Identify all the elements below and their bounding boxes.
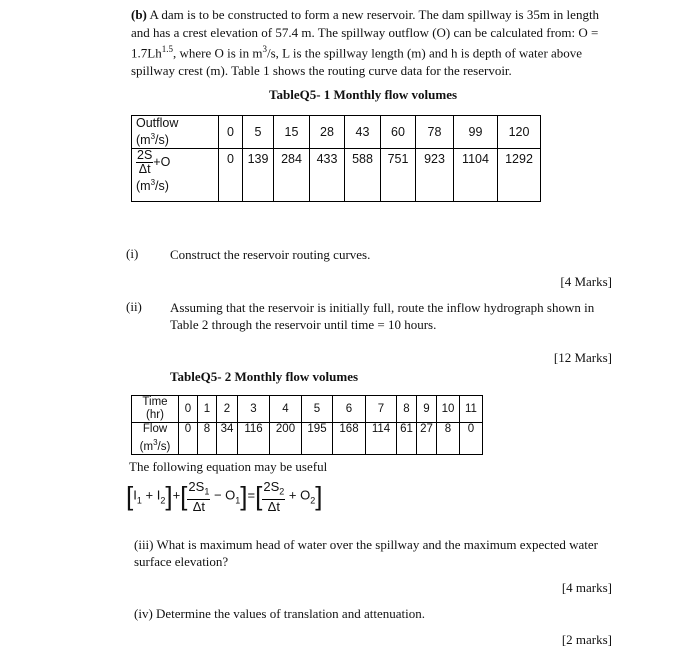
table-cell: 99 — [454, 116, 498, 149]
outflow-unit-post: /s) — [155, 133, 169, 148]
bracket-open: [ — [180, 480, 188, 511]
bracket-open: [ — [126, 480, 134, 511]
table-cell: 139 — [243, 149, 274, 202]
table-cell: 34 — [217, 423, 238, 455]
table-cell: 0 — [179, 396, 198, 423]
table-cell: 8 — [397, 396, 417, 423]
frac2-num: 2S — [263, 479, 280, 494]
frac1-num: 2S — [188, 479, 205, 494]
table-cell: 120 — [498, 116, 541, 149]
frac1-num-sub: 1 — [204, 486, 210, 497]
part-i-marks: [4 Marks] — [560, 274, 612, 289]
outflow-header — [132, 116, 219, 149]
table-cell: 3 — [238, 396, 270, 423]
table-row — [132, 396, 483, 423]
part-iii-text: (iii) What is maximum head of water over the spillway and the maximum expected water surface elevation? — [134, 537, 599, 569]
part-iii-marks: [4 marks] — [561, 580, 612, 595]
table-cell: 0 — [219, 149, 243, 202]
table-cell: 9 — [417, 396, 437, 423]
table-cell: 284 — [274, 149, 310, 202]
table-cell: 923 — [416, 149, 454, 202]
part-ii-label: (ii) — [126, 299, 142, 314]
part-ii-marks: [12 Marks] — [553, 350, 612, 365]
table-cell: 8 — [198, 423, 217, 455]
table-cell: 1 — [198, 396, 217, 423]
table-cell: 60 — [381, 116, 416, 149]
flow-label: Flow — [142, 423, 168, 435]
table-cell: 6 — [333, 396, 366, 423]
table-cell: 116 — [238, 423, 270, 455]
bracket-close: ] — [240, 480, 248, 511]
inflow-hydrograph-table — [131, 395, 483, 455]
fraction-numerator: 2S — [137, 148, 153, 162]
storage-fraction — [136, 149, 153, 176]
table-cell: 200 — [270, 423, 302, 455]
storage-unit-post: /s) — [155, 179, 169, 194]
table-cell: 195 — [302, 423, 333, 455]
plus-o: +O — [153, 154, 171, 169]
frac2-den: Δt — [267, 498, 280, 514]
table-cell: 10 — [437, 396, 460, 423]
table-cell: 4 — [270, 396, 302, 423]
table-cell: 0 — [179, 423, 198, 455]
part-i-text: Construct the reservoir routing curves. — [170, 247, 371, 262]
table-cell: 433 — [310, 149, 345, 202]
table-cell: 5 — [302, 396, 333, 423]
question-intro — [131, 6, 621, 79]
flow-unit-sup: 3 — [153, 438, 158, 447]
part-ii-text: Assuming that the reservoir is initially full, route the inflow hydrograph shown in Table 2 through the reservoir until time = 10 hours. — [170, 300, 595, 332]
table-cell: 11 — [460, 396, 483, 423]
table-row — [132, 423, 483, 455]
table-cell: 751 — [381, 149, 416, 202]
eq-o1: O — [225, 487, 236, 503]
eq-o1-sub: 1 — [235, 495, 241, 506]
eq-o2-sub: 2 — [310, 495, 316, 506]
exponent: 1.5 — [161, 44, 173, 54]
table-row — [132, 149, 541, 202]
table-cell: 114 — [366, 423, 397, 455]
eq-i2-sub: 2 — [160, 495, 166, 506]
eq-fraction-2 — [262, 480, 285, 513]
storage-header — [132, 149, 219, 202]
part-iv-marks: [2 marks] — [561, 632, 612, 647]
eq-i1: I — [133, 487, 137, 503]
table-cell: 0 — [460, 423, 483, 455]
eq-o2: O — [300, 487, 311, 503]
table-cell: 1292 — [498, 149, 541, 202]
routing-curve-table — [131, 115, 541, 202]
part-i-label: (i) — [126, 246, 139, 261]
eq-fraction-1 — [187, 480, 210, 513]
table-cell: 15 — [274, 116, 310, 149]
table-cell: 43 — [345, 116, 381, 149]
table-cell: 8 — [437, 423, 460, 455]
table-row — [132, 116, 541, 149]
unit-superscript: 3 — [262, 44, 267, 54]
table2-caption: TableQ5- 2 Monthly flow volumes — [170, 369, 359, 384]
question-intro-text: A dam is to be constructed to form a new reservoir. The dam spillway is 35m in length and has a crest elevation of 57.4 m. The spillway outflow (O) can be calculated from: O = 1.7Lh — [131, 7, 600, 61]
bracket-open: [ — [255, 480, 263, 511]
question-intro-text-3: /s, L is the spillway length (m) and h is depth of water above spillway crest (m). Table 1 shows the routing curve data for the reservoir. — [131, 45, 583, 78]
table1-caption: TableQ5- 1 Monthly flow volumes — [269, 87, 458, 102]
table-cell: 7 — [366, 396, 397, 423]
table-cell: 5 — [243, 116, 274, 149]
eq-i1-sub: 1 — [136, 495, 142, 506]
storage-unit-pre: (m — [136, 179, 151, 194]
table-cell: 78 — [416, 116, 454, 149]
outflow-unit-pre: (m — [136, 133, 151, 148]
table-cell: 28 — [310, 116, 345, 149]
equation-intro: The following equation may be useful — [129, 459, 328, 474]
table-cell: 588 — [345, 149, 381, 202]
fraction-denominator: Δt — [138, 162, 151, 176]
frac1-den: Δt — [192, 498, 206, 514]
flow-unit-post: /s) — [157, 440, 171, 453]
table-cell: 27 — [417, 423, 437, 455]
table-cell: 0 — [219, 116, 243, 149]
table-cell: 1104 — [454, 149, 498, 202]
outflow-unit-sup: 3 — [150, 132, 156, 141]
question-label: (b) — [131, 7, 147, 22]
time-header: Time (hr) — [132, 396, 179, 423]
routing-equation: $[I_1 + I_2]+$[ $\frac{2S_1}{\Delta t}$ − $O_1]=$[ $\frac{2S_2}{\Delta t}$ + $O_2$] — [126, 479, 323, 514]
outflow-label: Outflow — [136, 116, 179, 130]
flow-unit-pre: (m — [139, 440, 154, 453]
bracket-close: ] — [165, 480, 173, 511]
table-cell: 61 — [397, 423, 417, 455]
storage-unit-sup: 3 — [150, 178, 156, 187]
part-iv-text: (iv) Determine the values of translation and attenuation. — [134, 606, 425, 621]
frac2-num-sub: 2 — [279, 486, 285, 497]
table-cell: 168 — [333, 423, 366, 455]
table-cell: 2 — [217, 396, 238, 423]
question-intro-text-2: , where O is in m — [172, 45, 263, 61]
eq-i2: I — [156, 487, 161, 503]
flow-header — [132, 423, 179, 455]
bracket-close: ] — [315, 480, 323, 511]
